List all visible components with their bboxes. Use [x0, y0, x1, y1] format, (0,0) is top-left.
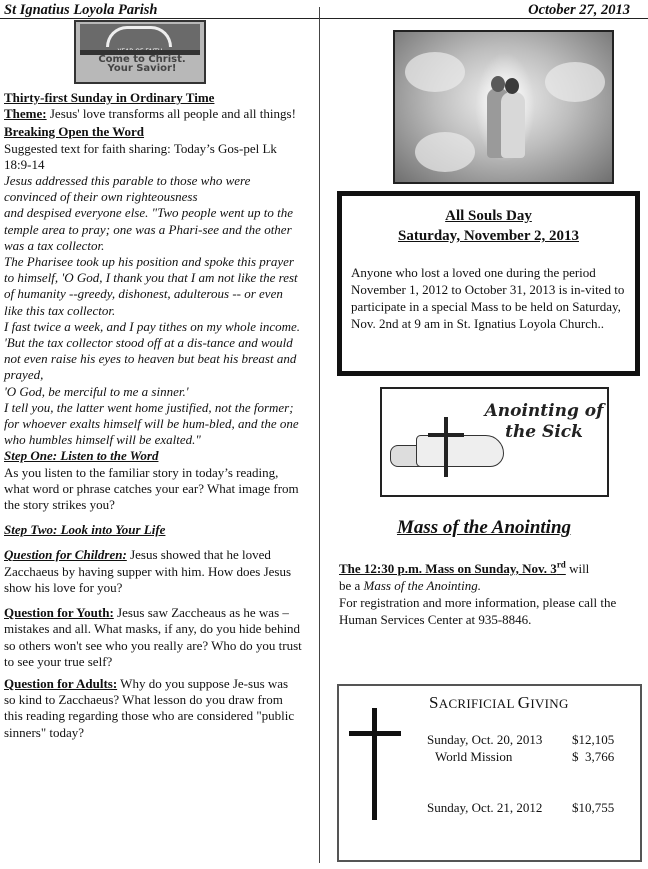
- question-youth: Question for Youth: Jesus saw Zaccheaus as he was – mistakes and all. What masks, if any, do you hide behind so others won't see who you really are? Who do you trust to see your true self?: [4, 605, 302, 669]
- header-rule: [0, 18, 648, 19]
- mass-of-anointing-title: Mass of the Anointing: [396, 517, 572, 538]
- all-souls-date: Saturday, November 2, 2013: [398, 228, 579, 244]
- giving-row-label: World Mission: [435, 749, 513, 764]
- left-column: [4, 20, 302, 741]
- giving-row-label: Sunday, Oct. 21, 2012: [427, 800, 543, 815]
- bulletin-date: October 27, 2013: [528, 2, 630, 18]
- sunday-title: Thirty-first Sunday in Ordinary Time: [4, 90, 215, 105]
- breaking-open-title: Breaking Open the Word: [4, 124, 145, 140]
- all-souls-body: Anyone who lost a loved one during the period November 1, 2012 to October 31, 2013 is in-vited to participate in a special Mass to be held on Saturday, Nov. 2nd at 9 am in St. Ignatius Loyola Church..: [351, 265, 625, 331]
- all-souls-title: All Souls Day: [445, 208, 532, 224]
- anointing-of-the-sick-image: [380, 387, 609, 497]
- year-of-faith-logo: [74, 20, 206, 84]
- sacrificial-giving-box: [337, 684, 642, 862]
- step-two-title: Step Two: Look into Your Life: [4, 522, 166, 538]
- cross-icon: [444, 417, 448, 477]
- logo-text: Come to Christ. Your Savior!: [98, 54, 186, 74]
- question-children: Question for Children: Jesus showed that he loved Zacchaeus by having supper with him. How does Jesus show his love for you?: [4, 547, 292, 595]
- suggested-text: Suggested text for faith sharing: Today’s Gos-pel Lk 18:9-14: [4, 140, 277, 172]
- step-one-text: As you listen to the familiar story in today’s reading, what word or phrase catches your ear? What image from the story strikes you?: [4, 464, 299, 513]
- theme: Theme: Jesus' love transforms all people and all things!: [4, 106, 296, 122]
- parish-name: St Ignatius Loyola Parish: [4, 2, 158, 18]
- step-one-title: Step One: Listen to the Word: [4, 448, 159, 464]
- anointing-label: Anointing of the Sick: [484, 401, 604, 442]
- giving-row-label: Sunday, Oct. 20, 2013: [427, 732, 543, 747]
- giving-row-amount: $ 3,766: [572, 749, 615, 764]
- scripture-passage: Jesus addressed this parable to those who were convinced of their own righteousness and despised everyone else. "Two people went up to the temple area to pray; one was a Phari-see and the other was a tax collector. The Pharisee took up his position and spoke this prayer to himself, 'O God, I thank you that I am not like the rest of humanity --greedy, dishonest, adulterous -- or even like this tax collector. I fast twice a week, and I pay tithes on my whole income. 'But the tax collector stood off at a dis-tance and would not even raise his eyes to heaven but beat his breast and prayed, 'O God, be merciful to me a sinner.' I tell you, the latter went home justified, not the former; for whoever exalts himself will be hum-bled, and the one who humbles himself will be exalted.": [4, 173, 301, 448]
- sacrificial-giving-title: SACRIFICIAL GIVING: [429, 693, 569, 712]
- giving-row-amount: $12,105: [572, 732, 615, 747]
- question-adults: Question for Adults: Why do you suppose Je-sus was so kind to Zacchaeus? What lesson do you draw from this reading regarding those who are considered "public sinners" today?: [4, 675, 295, 740]
- giving-row-amount: $10,755: [572, 800, 615, 815]
- mass-of-anointing-text: The 12:30 p.m. Mass on Sunday, Nov. 3rd will be a Mass of the Anointing. For registration and more information, please call the Human Services Center at 935-8846.: [339, 559, 617, 627]
- column-divider: [319, 7, 320, 863]
- jesus-embrace-photo: [393, 30, 614, 184]
- all-souls-day-box: [337, 191, 640, 376]
- cross-icon: [372, 708, 377, 820]
